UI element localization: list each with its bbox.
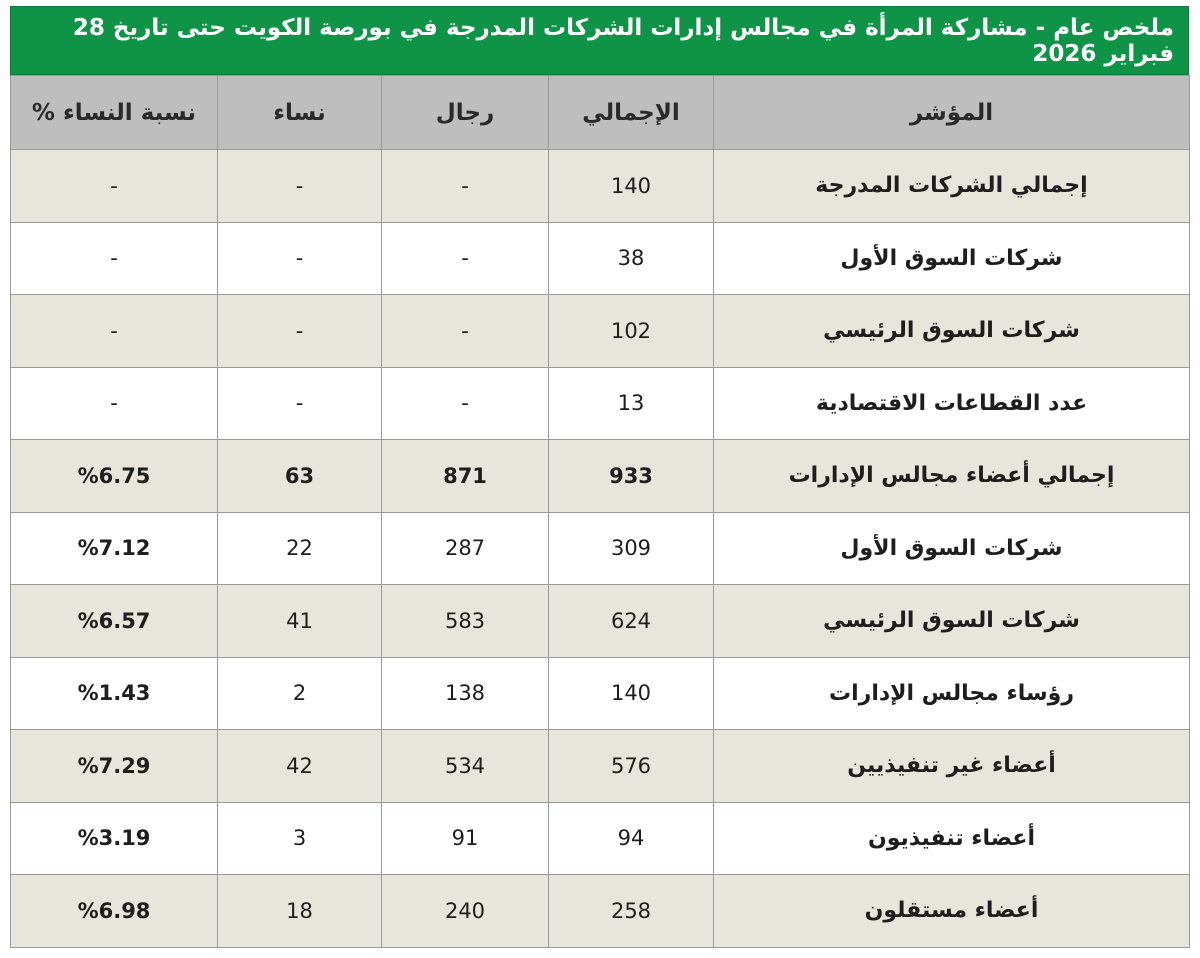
table-row [11, 440, 1190, 513]
row-women-percent: - [11, 295, 218, 368]
row-women-percent: %6.75 [11, 440, 218, 513]
row-label: شركات السوق الأول [714, 222, 1190, 295]
row-label: عدد القطاعات الاقتصادية [714, 367, 1190, 440]
column-header-women: نساء [218, 76, 382, 150]
table-row [11, 512, 1190, 585]
row-women: - [218, 150, 382, 223]
table-row [11, 657, 1190, 730]
row-men: 583 [382, 585, 549, 658]
row-label: أعضاء تنفيذيون [714, 802, 1190, 875]
row-total: 140 [549, 150, 714, 223]
row-men: 138 [382, 657, 549, 730]
row-men: - [382, 150, 549, 223]
row-total: 13 [549, 367, 714, 440]
row-women-percent: %3.19 [11, 802, 218, 875]
table-row [11, 222, 1190, 295]
column-header-men: رجال [382, 76, 549, 150]
row-women-percent: %6.57 [11, 585, 218, 658]
table-title: ملخص عام - مشاركة المرأة في مجالس إدارات الشركات المدرجة في بورصة الكويت حتى تاريخ 28 فبراير 2026 [10, 6, 1189, 75]
row-men: 287 [382, 512, 549, 585]
table-row [11, 802, 1190, 875]
row-total: 258 [549, 875, 714, 948]
row-women: - [218, 367, 382, 440]
row-men: 240 [382, 875, 549, 948]
row-total: 94 [549, 802, 714, 875]
row-label: أعضاء غير تنفيذيين [714, 730, 1190, 803]
row-women: 18 [218, 875, 382, 948]
row-women-percent: %7.12 [11, 512, 218, 585]
row-men: 871 [382, 440, 549, 513]
row-women: 42 [218, 730, 382, 803]
row-women-percent: %1.43 [11, 657, 218, 730]
row-women-percent: - [11, 367, 218, 440]
row-total: 140 [549, 657, 714, 730]
summary-table-container [10, 6, 1189, 948]
row-total: 38 [549, 222, 714, 295]
table-row [11, 730, 1190, 803]
row-label: شركات السوق الأول [714, 512, 1190, 585]
row-women: 22 [218, 512, 382, 585]
row-women: - [218, 222, 382, 295]
table-row [11, 875, 1190, 948]
row-men: - [382, 367, 549, 440]
row-women: 63 [218, 440, 382, 513]
row-label: شركات السوق الرئيسي [714, 585, 1190, 658]
row-total: 309 [549, 512, 714, 585]
row-label: رؤساء مجالس الإدارات [714, 657, 1190, 730]
row-women: - [218, 295, 382, 368]
table-row [11, 150, 1190, 223]
row-men: - [382, 295, 549, 368]
row-men: 91 [382, 802, 549, 875]
row-women-percent: - [11, 222, 218, 295]
row-total: 933 [549, 440, 714, 513]
row-women: 41 [218, 585, 382, 658]
row-total: 102 [549, 295, 714, 368]
column-header-women-percent: نسبة النساء % [11, 76, 218, 150]
row-label: إجمالي الشركات المدرجة [714, 150, 1190, 223]
row-label: أعضاء مستقلون [714, 875, 1190, 948]
column-header-total: الإجمالي [549, 76, 714, 150]
row-women-percent: %6.98 [11, 875, 218, 948]
row-women-percent: %7.29 [11, 730, 218, 803]
row-men: - [382, 222, 549, 295]
row-women: 2 [218, 657, 382, 730]
table-row [11, 295, 1190, 368]
row-women: 3 [218, 802, 382, 875]
row-women-percent: - [11, 150, 218, 223]
row-total: 576 [549, 730, 714, 803]
table-row [11, 585, 1190, 658]
row-label: إجمالي أعضاء مجالس الإدارات [714, 440, 1190, 513]
row-total: 624 [549, 585, 714, 658]
summary-table [10, 75, 1190, 948]
table-row [11, 367, 1190, 440]
row-men: 534 [382, 730, 549, 803]
row-label: شركات السوق الرئيسي [714, 295, 1190, 368]
column-header-indicator: المؤشر [714, 76, 1190, 150]
table-header-row [11, 76, 1190, 150]
